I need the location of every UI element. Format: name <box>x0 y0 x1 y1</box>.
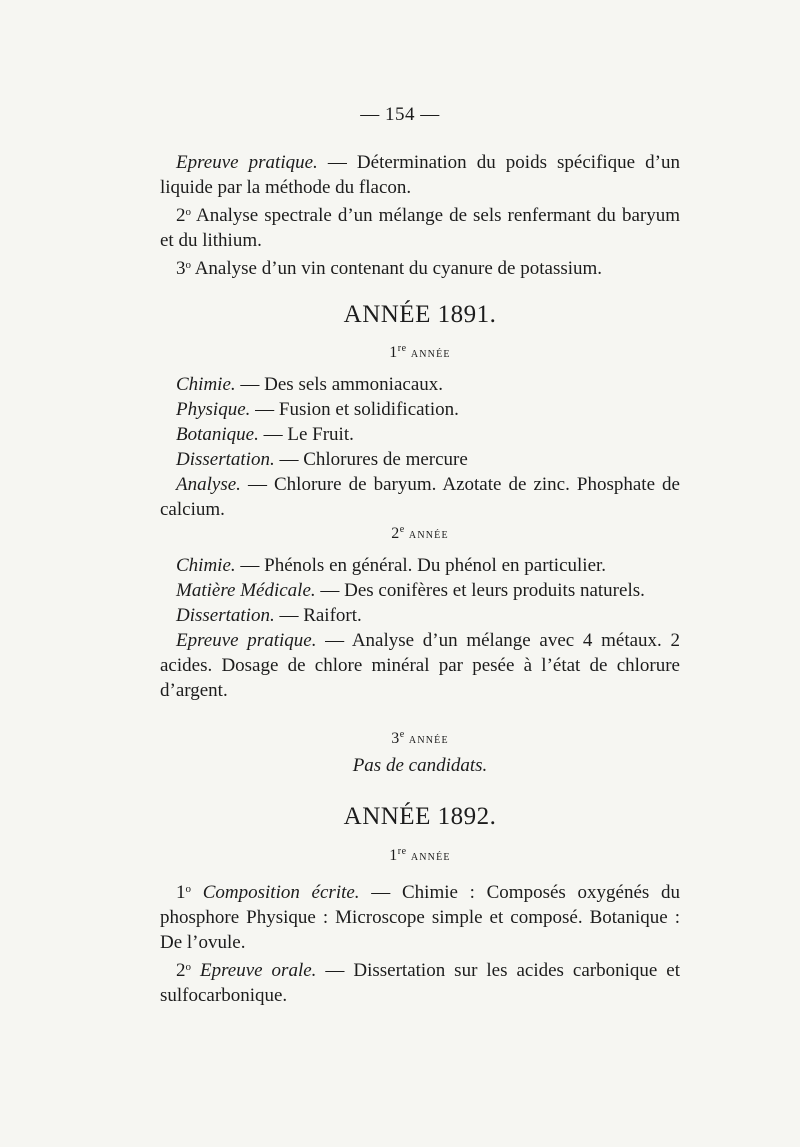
level-heading: 1re ANNÉE <box>389 343 451 361</box>
paragraph: Chimie. — Phénols en général. Du phénol en particulier. <box>176 555 607 576</box>
level-heading: 1re ANNÉE <box>389 846 451 864</box>
level-3-note-block <box>160 753 680 778</box>
paragraph: Epreuve pratique. — Détermination du poids spécifique d’un liquide par la méthode du flacon. <box>160 152 680 198</box>
paragraph: Chimie. — Des sels ammoniacaux. <box>176 374 444 395</box>
paragraph: Dissertation. — Chlorures de mercure <box>176 449 468 470</box>
paragraph: Epreuve pratique. — Analyse d’un mélange avec 4 métaux. 2 acides. Dosage de chlore minéral par pesée à l’état de chlorure d’argent. <box>160 630 681 701</box>
no-candidates-note: Pas de candidats. <box>352 755 488 776</box>
level-heading: 2e ANNÉE <box>391 524 449 542</box>
paragraph: 2$^o$ Analyse spectrale d’un mélange de sels renfermant du baryum et du lithium. <box>160 205 680 251</box>
paragraph: Botanique. — Le Fruit. <box>176 424 354 445</box>
page-number: — 154 — <box>360 104 440 125</box>
paragraph: 3$^o$ Analyse d’un vin contenant du cyanure de potassium. <box>176 258 603 279</box>
year-heading: ANNÉE 1891. <box>343 301 497 328</box>
level-1892-items <box>160 877 680 1008</box>
level-block <box>160 343 680 362</box>
year-1891-section <box>160 301 680 329</box>
level-block <box>160 729 680 748</box>
level-block <box>160 846 680 865</box>
level-2-items <box>160 553 680 703</box>
paragraph: Matière Médicale. — Des conifères et leurs produits naturels. <box>176 580 645 601</box>
paragraph: 2$^o$ Epreuve orale. — Dissertation sur les acides carbonique et sulfocarbonique. <box>160 960 681 1006</box>
paragraph: 1$^o$ Composition écrite. — Chimie : Composés oxygénés du phosphore Physique : Microscope simple et composé. Botanique : De l’ovule. <box>160 882 680 953</box>
level-block <box>160 524 680 543</box>
intro-section <box>160 150 680 281</box>
paragraph: Dissertation. — Raifort. <box>176 605 362 626</box>
level-1-items <box>160 372 680 522</box>
year-heading: ANNÉE 1892. <box>343 803 497 830</box>
paragraph: Analyse. — Chlorure de baryum. Azotate de zinc. Phosphate de calcium. <box>160 474 680 520</box>
paragraph: Physique. — Fusion et solidification. <box>176 399 459 420</box>
level-heading: 3e ANNÉE <box>391 729 449 747</box>
year-1892-section <box>160 803 680 831</box>
